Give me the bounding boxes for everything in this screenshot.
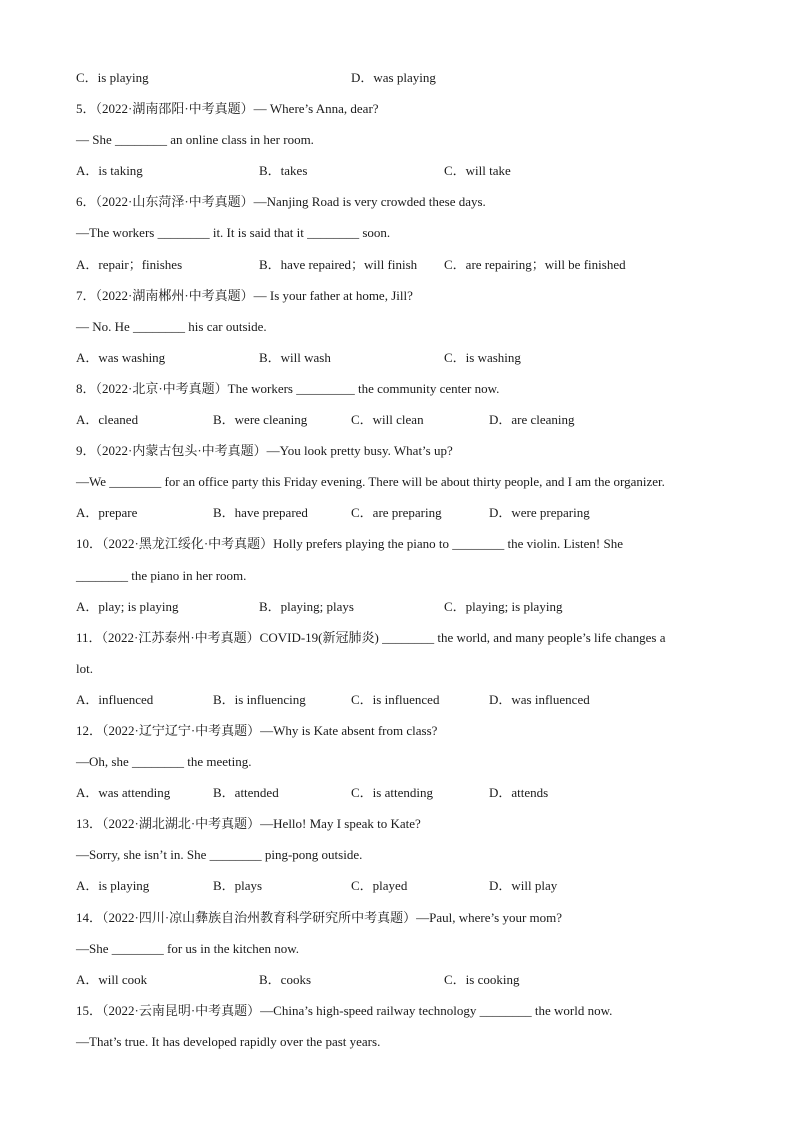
question-text: —Oh, she ________ the meeting.	[76, 754, 252, 770]
answer-option: C．will take	[444, 163, 511, 179]
question-text-line	[76, 995, 726, 1026]
answer-options-row	[76, 404, 726, 435]
answer-option: D．attends	[489, 785, 549, 801]
answer-options-row	[76, 591, 726, 622]
answer-option: D．was playing	[351, 70, 436, 85]
question-text-line	[76, 902, 726, 933]
answer-option: A．prepare	[76, 505, 138, 521]
answer-options-row	[76, 249, 726, 280]
answer-option: C．will clean	[351, 412, 424, 428]
question-text-line	[76, 808, 726, 839]
question-text: 11．（2022·江苏泰州·中考真题）COVID-19(新冠肺炎) ________ the world, and many people’s life changes a	[76, 629, 666, 645]
answer-option: A．repair；finishes	[76, 256, 183, 272]
answer-option: A．is taking	[76, 163, 143, 179]
answer-option: A．was attending	[76, 785, 171, 801]
question-text: —Sorry, she isn’t in. She ________ ping-pong outside.	[76, 847, 363, 863]
question-text: ________ the piano in her room.	[76, 567, 247, 583]
question-text-line	[76, 839, 726, 870]
question-text: — No. He ________ his car outside.	[76, 318, 267, 334]
question-text: 10．（2022·黑龙江绥化·中考真题）Holly prefers playing the piano to ________ the violin. Listen! She	[76, 536, 624, 552]
question-text-line	[76, 124, 726, 155]
answer-option: C．played	[351, 878, 408, 894]
question-text-line	[76, 622, 726, 653]
answer-option: C．is cooking	[444, 971, 520, 987]
answer-options-row	[76, 777, 726, 808]
answer-option: C．is influenced	[351, 691, 440, 707]
question-text: 9．（2022·内蒙古包头·中考真题）—You look pretty busy. What’s up?	[76, 443, 453, 459]
question-text-line	[76, 311, 726, 342]
answer-options-row	[76, 497, 726, 528]
question-text-line	[76, 1026, 726, 1057]
answer-option: A．cleaned	[76, 412, 139, 428]
answer-option: A．will cook	[76, 971, 148, 987]
question-text-line	[76, 715, 726, 746]
answer-options-row	[76, 62, 726, 93]
answer-options-row	[76, 684, 726, 715]
answer-option: B．attended	[213, 785, 279, 801]
question-text: 8．（2022·北京·中考真题）The workers _________ the community center now.	[76, 380, 500, 396]
question-text-line	[76, 528, 726, 559]
question-text: —We ________ for an office party this Friday evening. There will be about thirty people, and I am the organizer.	[76, 474, 665, 490]
question-text: —She ________ for us in the kitchen now.	[76, 940, 300, 956]
question-text-line	[76, 653, 726, 684]
answer-options-row	[76, 870, 726, 901]
question-text: 12．（2022·辽宁辽宁·中考真题）—Why is Kate absent from class?	[76, 722, 438, 738]
answer-option: C．is playing	[76, 70, 149, 85]
question-text: 13．（2022·湖北湖北·中考真题）—Hello! May I speak to Kate?	[76, 816, 421, 832]
question-text-line	[76, 186, 726, 217]
question-text: 7．（2022·湖南郴州·中考真题）— Is your father at home, Jill?	[76, 287, 413, 303]
answer-option: A．was washing	[76, 349, 166, 365]
question-text-line	[76, 280, 726, 311]
answer-option: C．is attending	[351, 785, 433, 801]
question-text: 6．（2022·山东菏泽·中考真题）—Nanjing Road is very crowded these days.	[76, 194, 486, 210]
answer-option: C．is washing	[444, 349, 521, 365]
question-text-line	[76, 93, 726, 124]
answer-option: A．influenced	[76, 691, 154, 707]
question-text-line	[76, 933, 726, 964]
exercise-page	[76, 62, 726, 1057]
question-text-line	[76, 373, 726, 404]
answer-option: B．playing; plays	[259, 598, 354, 614]
answer-option: D．will play	[489, 878, 558, 894]
question-text: lot.	[76, 660, 93, 676]
question-text-line	[76, 560, 726, 591]
answer-option: B．have prepared	[213, 505, 308, 521]
answer-option: D．are cleaning	[489, 412, 575, 428]
answer-options-row	[76, 964, 726, 995]
question-text: —That’s true. It has developed rapidly over the past years.	[76, 1033, 381, 1049]
answer-option: A．play; is playing	[76, 598, 179, 614]
question-text: 15．（2022·云南昆明·中考真题）—China’s high-speed railway technology ________ the world now.	[76, 1002, 613, 1018]
question-text-line	[76, 435, 726, 466]
answer-option: B．plays	[213, 878, 263, 894]
question-text: 14．（2022·四川·凉山彝族自治州教育科学研究所中考真题）—Paul, where’s your mom?	[76, 909, 563, 925]
question-text-line	[76, 217, 726, 248]
answer-option: D．were preparing	[489, 505, 590, 521]
answer-option: C．playing; is playing	[444, 598, 563, 614]
answer-option: B．is influencing	[213, 691, 306, 707]
answer-options-row	[76, 155, 726, 186]
answer-option: D．was influenced	[489, 691, 590, 707]
answer-option: C．are preparing	[351, 505, 442, 521]
answer-options-row	[76, 342, 726, 373]
question-text: —The workers ________ it. It is said that it ________ soon.	[76, 225, 391, 241]
answer-option: A．is playing	[76, 878, 150, 894]
answer-option: C．are repairing；will be finished	[444, 256, 626, 272]
question-text-line	[76, 746, 726, 777]
question-text: — She ________ an online class in her room.	[76, 132, 314, 148]
question-text-line	[76, 466, 726, 497]
answer-option: B．takes	[259, 163, 308, 179]
question-text: 5．（2022·湖南邵阳·中考真题）— Where’s Anna, dear?	[76, 101, 379, 117]
answer-option: B．will wash	[259, 349, 331, 365]
answer-option: B．have repaired；will finish	[259, 256, 418, 272]
answer-option: B．were cleaning	[213, 412, 308, 428]
answer-option: B．cooks	[259, 971, 312, 987]
